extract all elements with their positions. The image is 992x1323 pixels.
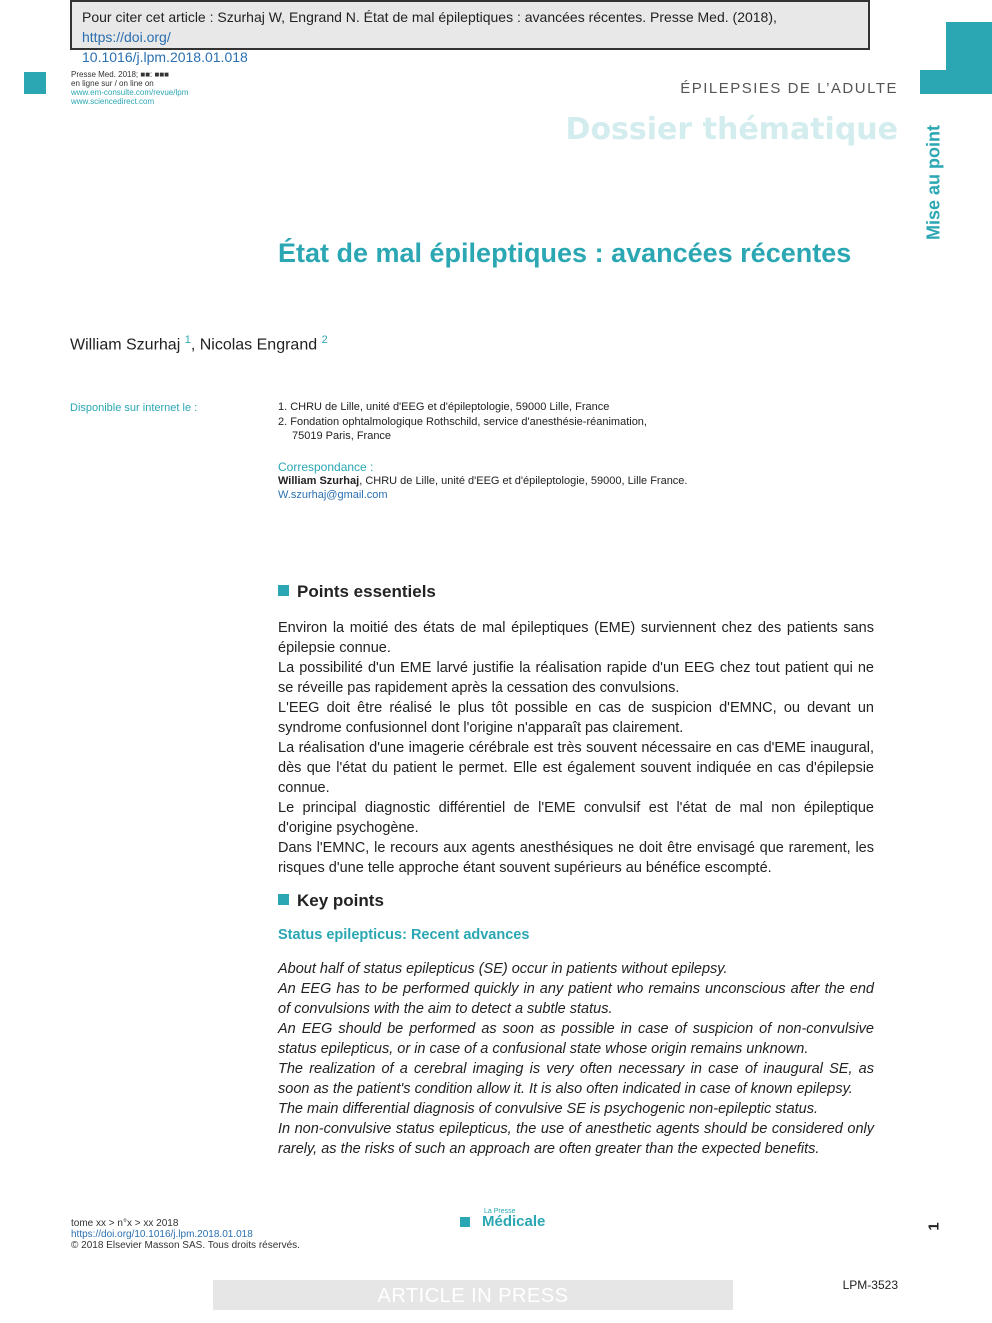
available-online-label: Disponible sur internet le : [70,402,198,414]
correspondence-detail: , CHRU de Lille, unité d'EEG et d'épileptologie, 59000, Lille France. [359,475,688,487]
article-title: État de mal épileptiques : avancées récentes [278,238,852,268]
author-name: Nicolas Engrand [199,336,318,354]
paragraph: In non-convulsive status epilepticus, the use of anesthetic agents should be considered only rarely, as the risks of such an approach are often greater than the expected benefits. [278,1121,874,1157]
heading-square-icon [278,894,289,905]
points-essentiels-heading [278,582,436,602]
em-consulte-link[interactable]: www.em-consulte.com/revue/lpm [71,88,189,97]
points-essentiels-body [278,618,874,878]
key-points-body [278,959,874,1159]
author-list [70,334,328,354]
author-separator: , [190,336,200,354]
correspondence-address [278,475,687,487]
corner-square-decoration-cutout [920,22,946,70]
footer-copyright: © 2018 Elsevier Masson SAS. Tous droits réservés. [71,1240,300,1251]
dossier-label: Dossier thématique [565,112,898,147]
online-label: en ligne sur / on line on [71,79,154,88]
correspondence-email-link[interactable]: W.szurhaj@gmail.com [278,489,388,501]
paragraph: Environ la moitié des états de mal épileptiques (EME) surviennent chez des patients sans épilepsie connue. [278,620,874,656]
correspondence-label: Correspondance : [278,460,374,474]
paragraph: L'EEG doit être réalisé le plus tôt possible en cas de suspicion d'EMNC, ou devant un syndrome confusionnel dont l'origine n'apparaît pas clairement. [278,700,874,736]
section-label: ÉPILEPSIES DE L’ADULTE [680,80,898,97]
heading-text: Points essentiels [297,582,436,601]
page-number-text: 1 [925,1222,943,1231]
citation-box [70,0,870,65]
logo-small-text: La Presse [484,1208,516,1215]
affiliation-2: 2. Fondation ophtalmologique Rothschild, service d'anesthésie-réanimation, [278,415,647,428]
logo-main-text: Médicale [482,1213,546,1230]
paragraph: An EEG has to be performed quickly in any patient who remains unconscious after the end of convulsions with the aim to detect a subtle status. [278,981,874,1017]
citation-doi-link-part2[interactable]: 10.1016/j.lpm.2018.01.018 [82,49,248,65]
paragraph: The realization of a cerebral imaging is very often necessary in case of inaugural SE, as soon as the patient's condition allow it. It is also often indicated in case of known epilepsy. [278,1061,874,1097]
paragraph: The main differential diagnosis of convulsive SE is psychogenic non-epileptic status. [278,1101,819,1117]
corner-square-decoration-left [24,72,46,94]
paragraph: La réalisation d'une imagerie cérébrale est très souvent nécessaire en cas d'EME inaugural, dès que l'état du patient le permet. Elle est également souvent indiquée en cas d'épilepsie connue. [278,740,874,796]
heading-square-icon [278,585,289,596]
journal-meta [71,70,188,106]
key-points-heading [278,891,384,911]
footer-meta [71,1218,300,1251]
paragraph: An EEG should be performed as soon as possible in case of suspicion of non-convulsive status epilepticus, or in case of a confusional state whose origin remains unknown. [278,1021,874,1057]
logo-square-icon [460,1217,470,1227]
heading-text: Key points [297,891,384,910]
sciencedirect-link[interactable]: www.sciencedirect.com [71,97,155,106]
author-affiliation-marker: 2 [321,334,328,346]
side-label-text: Mise au point [923,125,944,241]
affiliation-2-continued: 75019 Paris, France [292,430,392,442]
side-category-label [908,118,958,246]
affiliation-1: 1. CHRU de Lille, unité d'EEG et d'épileptologie, 59000 Lille, France [278,401,610,413]
article-in-press-banner: ARTICLE IN PRESS [213,1280,733,1310]
affiliations [278,400,647,444]
correspondence-name: William Szurhaj [278,475,360,487]
article-code: LPM-3523 [842,1278,898,1292]
author-name: William Szurhaj [70,336,181,354]
citation-text: Pour citer cet article : Szurhaj W, Engrand N. État de mal épileptiques : avancées récentes. Presse Med. (2018), [82,9,777,25]
page-number [925,1218,948,1238]
paragraph: La possibilité d'un EME larvé justifie la réalisation rapide d'un EEG chez tout patient qui ne se réveille pas rapidement après la cessation des convulsions. [278,660,874,696]
footer-doi-link[interactable]: https://doi.org/10.1016/j.lpm.2018.01.018 [71,1229,253,1240]
paragraph: Dans l'EMNC, le recours aux agents anesthésiques ne doit être envisagé que rarement, les risques d'une telle approche étant souvent supérieurs au bénéfice escompté. [278,840,874,876]
paragraph: About half of status epilepticus (SE) occur in patients without epilepsy. [278,961,728,977]
author-affiliation-marker: 1 [184,334,191,346]
citation-doi-link-part1[interactable]: https://doi.org/ [82,29,171,45]
journal-issue: Presse Med. 2018; ■■: ■■■ [71,70,169,79]
paragraph: Le principal diagnostic différentiel de l'EME convulsif est l'état de mal non épileptique d'origine psychogène. [278,800,874,836]
key-points-subtitle: Status epilepticus: Recent advances [278,927,530,943]
footer-issue: tome xx > n°x > xx 2018 [71,1218,179,1229]
